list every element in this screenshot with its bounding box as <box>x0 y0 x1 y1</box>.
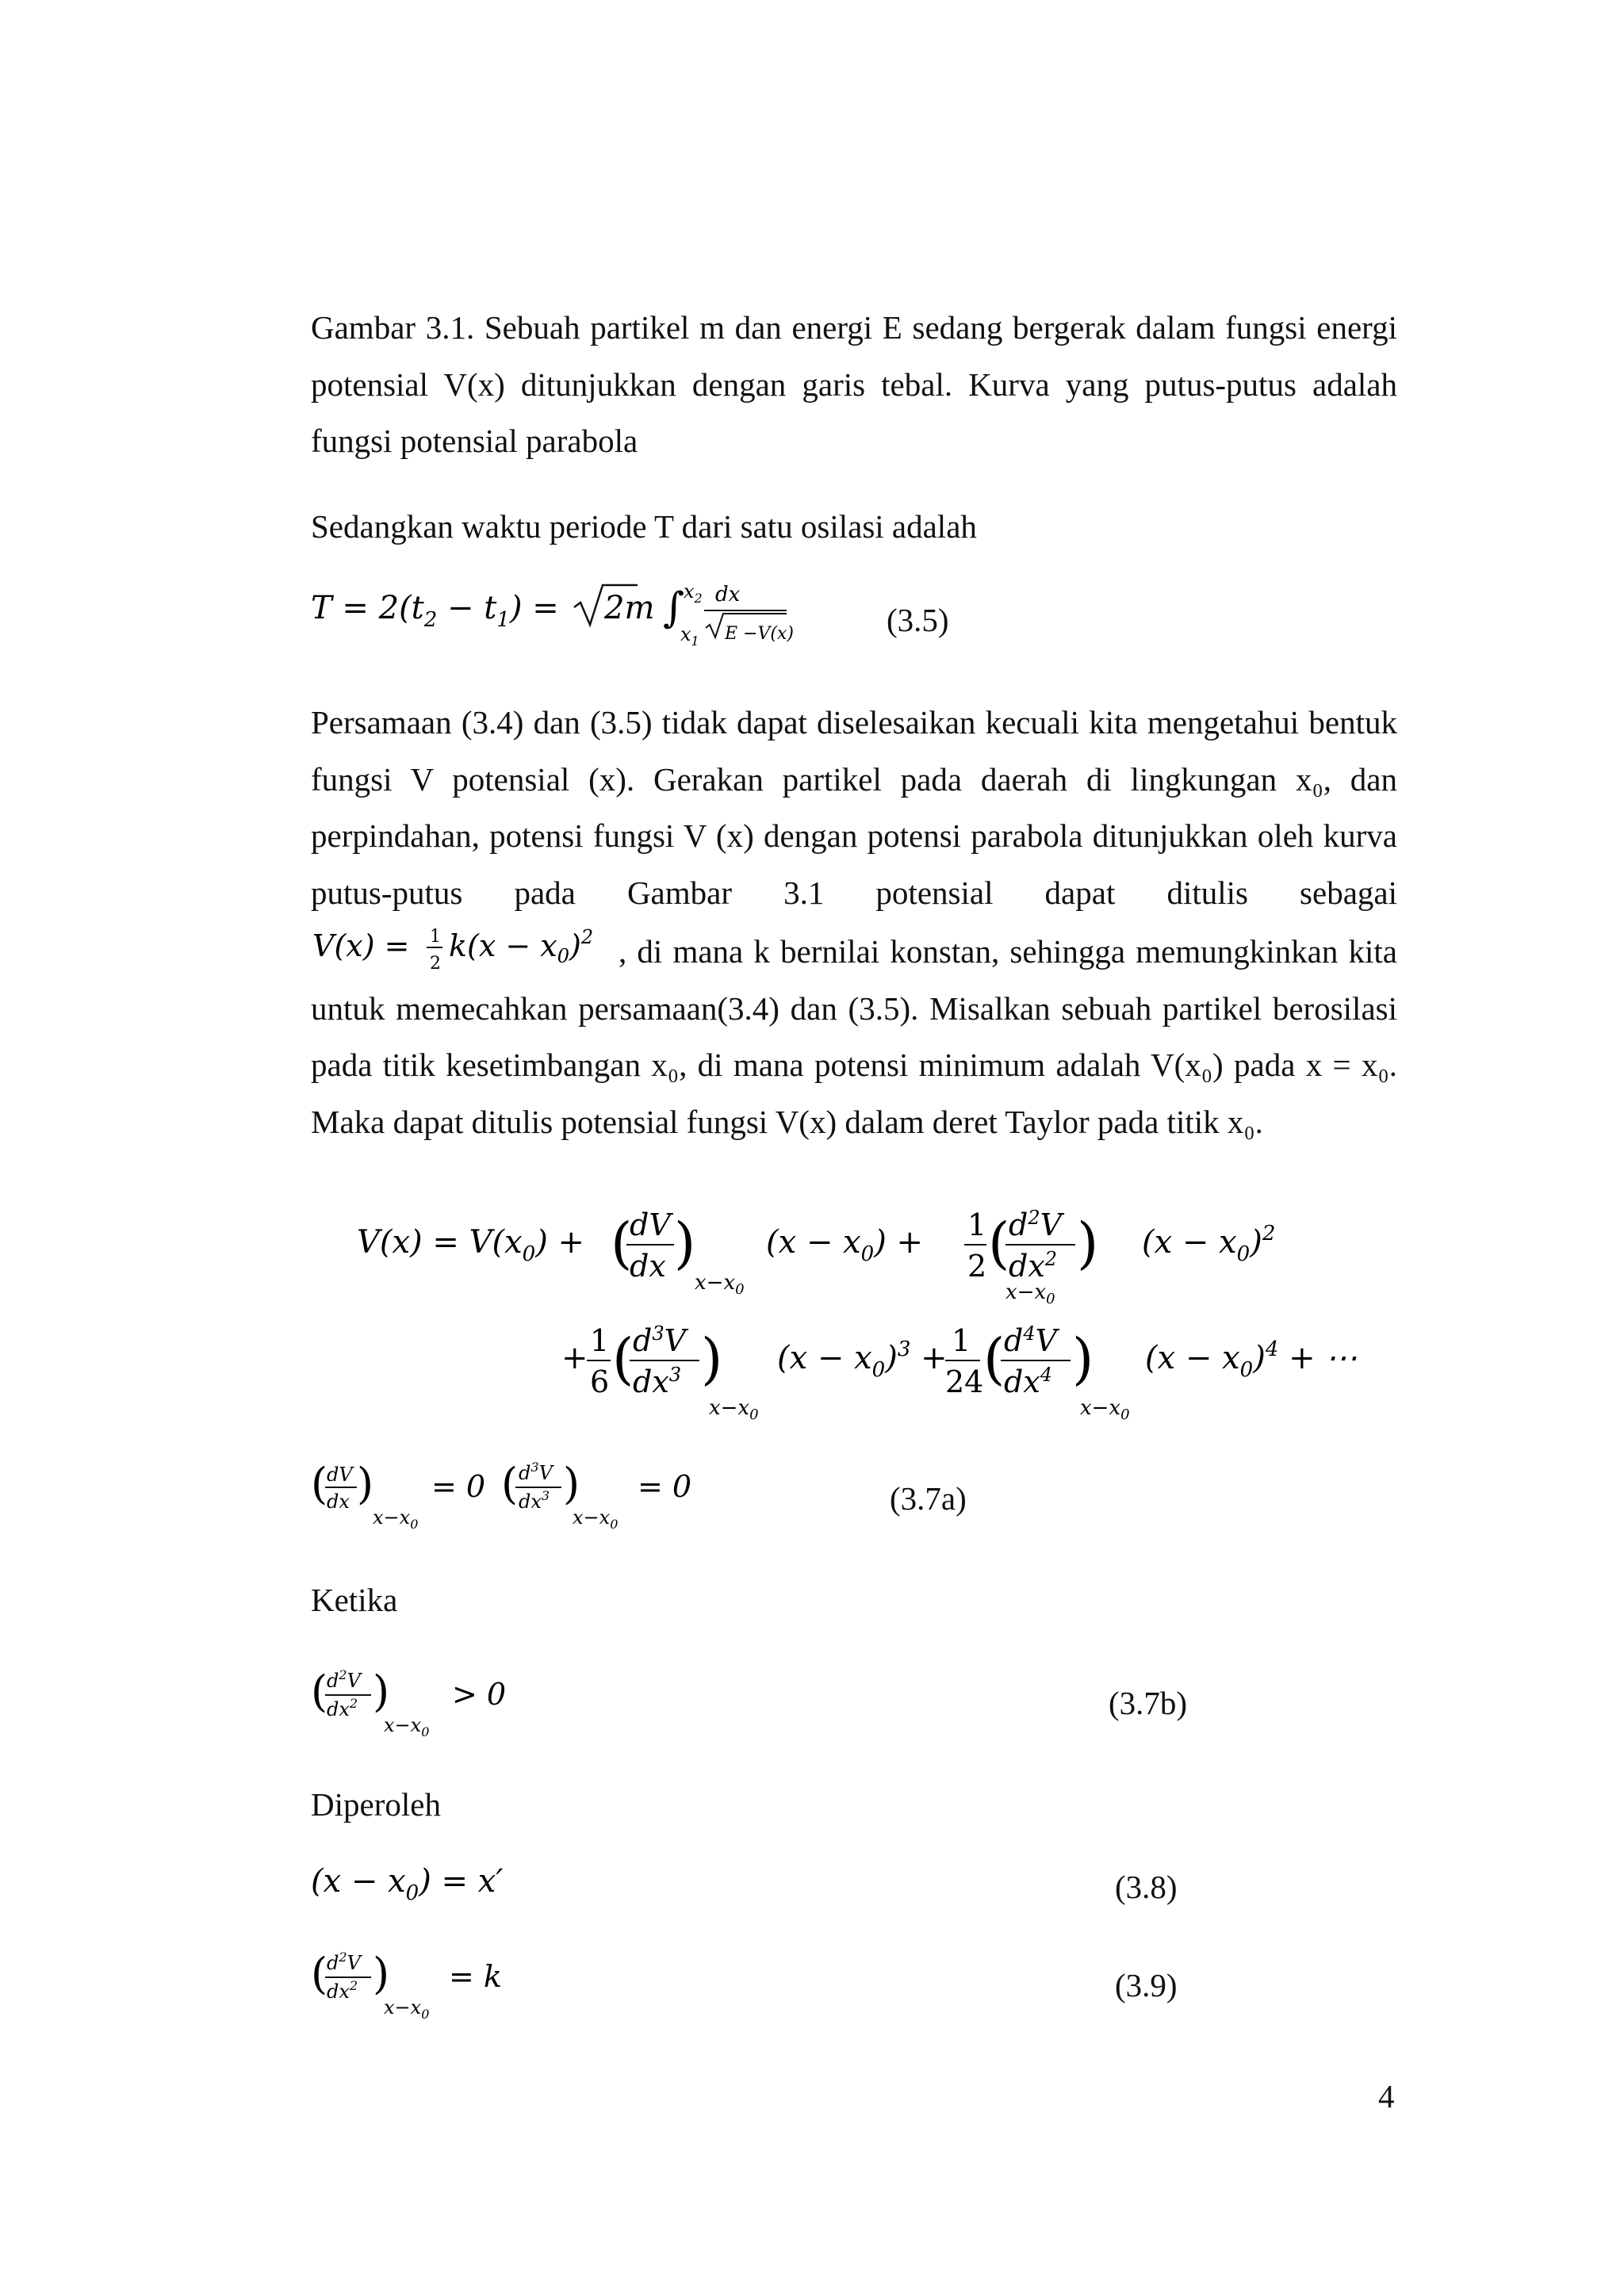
svg-text:x−x0: $x-x_0$ <box>373 1506 419 1532</box>
svg-text:(x − x0)4 + ⋯: $(x - x_0)^4$ + ⋯ <box>1145 1337 1358 1382</box>
svg-text:E −V(x): E −V(x) <box>725 624 794 644</box>
svg-text:x2: $x_2$ <box>684 580 703 606</box>
svg-text:): ) <box>701 1326 723 1391</box>
svg-text:d2V: $d^2V$ <box>327 1667 361 1692</box>
svg-text:dx: dx <box>715 583 741 607</box>
svg-text:x−x0: $x-x_0$ <box>573 1506 619 1532</box>
page-number: 4 <box>1378 2078 1395 2114</box>
equation-3-7a <box>311 1449 723 1536</box>
svg-text:(: ( <box>983 1326 1005 1391</box>
eq-number-3-7b: (3.7b) <box>1109 1685 1188 1721</box>
svg-text:): ) <box>373 1667 390 1716</box>
paragraph-2-text: Persamaan (3.4) dan (3.5) tidak dapat diselesaikan kecuali kita mengetahui bentuk fungsi V potensial (x). Gerakan partikel pada daerah di lingkungan x₀, dan perpindahan, potensi fungsi V (x) dengan potensi parabola ditunjukkan oleh kurva putus-putus pada Gambar 3.1 potensial dapat ditulis sebagai <box>311 704 1397 911</box>
figure-caption: Gambar 3.1. Sebuah partikel m dan energi E sedang bergerak dalam fungsi energi potensial V(x) ditunjukkan dengan garis tebal. Kurva yang putus-putus adalah fungsi potensial parabola <box>311 309 1397 459</box>
svg-text:dx4: $dx^4$ <box>1004 1364 1053 1399</box>
svg-text:> 0: > 0 <box>452 1677 507 1712</box>
svg-text:1: 1 <box>967 1207 987 1242</box>
svg-text:d2V: $d^2V$ <box>327 1950 361 1974</box>
svg-text:dx2: $dx^2$ <box>327 1696 358 1720</box>
svg-text:(: ( <box>611 1211 633 1276</box>
svg-text:): ) <box>373 1949 390 1999</box>
svg-text:V(x) =: V(x) = <box>312 928 410 963</box>
eq-number-3-7a: (3.7a) <box>890 1480 967 1517</box>
svg-text:∫: ∫ <box>663 584 685 632</box>
svg-text:= 0: = 0 <box>431 1469 486 1504</box>
svg-text:2: 2 <box>967 1249 987 1284</box>
svg-text:x−x0: $x-x_0$ <box>1080 1396 1130 1423</box>
svg-text:dx: dx <box>327 1490 350 1513</box>
svg-text:1: 1 <box>430 927 441 947</box>
svg-text:k(x − x0)2: $k(x - x_0)^2$ <box>449 926 594 967</box>
svg-text:24: 24 <box>945 1364 984 1399</box>
svg-text:(: ( <box>988 1211 1010 1276</box>
equation-3-5 <box>311 569 802 656</box>
equation-3-8 <box>311 1855 580 1911</box>
period-intro: Sedangkan waktu periode T dari satu osilasi adalah <box>311 508 977 545</box>
svg-text:d3V: $d^3V$ <box>633 1322 687 1358</box>
svg-text:(x − x0)2: $(x - x_0)^2$ <box>1142 1222 1276 1266</box>
svg-text:): ) <box>1072 1326 1094 1391</box>
svg-text:x−x0: $x-x_0$ <box>709 1396 759 1423</box>
svg-text:): ) <box>357 1459 374 1509</box>
svg-text:T = 2(t2 − t1) =: $T = 2(t_2 - t_1)$ = <box>311 590 559 632</box>
svg-text:(x − x0)3 +: $(x - x_0)^3$ + <box>777 1337 948 1382</box>
svg-text:(x − x0) +: $(x - x_0)$ + <box>766 1224 924 1266</box>
paragraph-2-text-after: , di mana k bernilai konstan, sehingga memungkinkan kita untuk memecahkan persamaan(3.4) dan (3.5). Misalkan sebuah partikel berosilasi pada titik kesetimbangan x₀, di mana potensi minimum adalah V(x₀) pada x = x₀. Maka dapat ditulis potensial fungsi V(x) dalam deret Taylor pada titik x₀. <box>311 933 1397 1140</box>
svg-text:): ) <box>1077 1211 1099 1276</box>
svg-text:= 0: = 0 <box>638 1469 692 1504</box>
svg-text:dV: dV <box>630 1207 671 1242</box>
svg-text:+: + <box>561 1340 588 1376</box>
equation-3-7b <box>311 1657 549 1744</box>
svg-text:(: ( <box>612 1326 634 1391</box>
svg-text:V(x) = V(x0) +: $V(x) = V(x_0)$ + <box>357 1224 585 1266</box>
diperoleh-label: Diperoleh <box>311 1786 441 1823</box>
svg-text:2m: 2m <box>604 590 655 626</box>
svg-text:x−x0: $x-x_0$ <box>1005 1280 1055 1307</box>
svg-text:(: ( <box>311 1667 328 1716</box>
svg-text:x−x0: $x-x_0$ <box>695 1271 745 1298</box>
eq-number-3-5: (3.5) <box>887 602 949 638</box>
svg-text:dV: dV <box>327 1464 353 1486</box>
svg-text:(: ( <box>311 1459 328 1509</box>
svg-text:d4V: $d^4V$ <box>1004 1322 1058 1358</box>
svg-text:dx: dx <box>630 1249 666 1284</box>
svg-text:dx3: $dx^3$ <box>519 1488 550 1513</box>
svg-text:1: 1 <box>590 1323 610 1358</box>
svg-text:(: ( <box>501 1459 519 1509</box>
eq-number-3-9: (3.9) <box>1115 1967 1178 2003</box>
eq-number-3-8: (3.8) <box>1115 1869 1178 1905</box>
inline-parabola-equation <box>311 921 619 974</box>
svg-text:(x − x0) = x′: $(x - x_0) = x'$ <box>311 1863 504 1905</box>
svg-text:(: ( <box>311 1949 328 1999</box>
svg-text:dx2: $dx^2$ <box>327 1978 358 2003</box>
svg-text:): ) <box>674 1211 696 1276</box>
svg-text:): ) <box>563 1459 580 1509</box>
ketika-label: Ketika <box>311 1582 398 1618</box>
svg-text:x−x0: $x-x_0$ <box>384 1714 430 1739</box>
svg-text:dx3: $dx^3$ <box>633 1364 682 1399</box>
svg-text:= k: = k <box>449 1959 502 1994</box>
taylor-expansion-equation <box>349 1189 1411 1427</box>
svg-text:1: 1 <box>952 1323 971 1358</box>
svg-text:6: 6 <box>590 1364 610 1399</box>
svg-text:x−x0: $x-x_0$ <box>384 1996 430 2022</box>
paragraph-2 <box>311 695 1397 1150</box>
equation-3-9 <box>311 1939 549 2026</box>
svg-text:x1: $x_1$ <box>680 623 699 649</box>
svg-text:d2V: $d^2V$ <box>1009 1207 1063 1242</box>
svg-text:d3V: $d^3V$ <box>519 1460 553 1484</box>
svg-text:dx2: $dx^2$ <box>1009 1248 1058 1284</box>
svg-text:2: 2 <box>430 954 441 974</box>
